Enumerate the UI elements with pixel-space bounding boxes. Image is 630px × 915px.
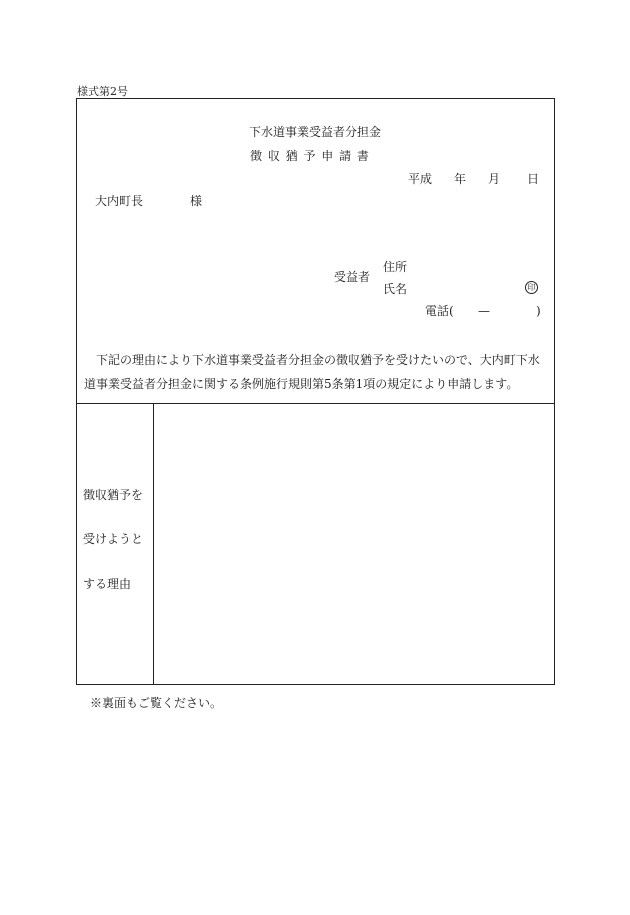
applicant-label: 受益者: [334, 270, 371, 284]
title-line-1: 下水道事業受益者分担金: [249, 125, 382, 139]
reason-label-line-1: 徴収猶予を: [83, 488, 144, 502]
footer-note: ※裏面もご覧ください。: [90, 696, 223, 710]
reason-label-line-2: 受けようと: [83, 532, 144, 546]
phone-dash: —: [478, 304, 490, 318]
form-number: 様式第2号: [77, 85, 128, 98]
reason-field[interactable]: [154, 404, 554, 684]
seal-mark-icon: 印: [525, 281, 538, 294]
phone-close: ): [536, 304, 541, 318]
date-month: 月: [488, 172, 501, 186]
addressee-honorific: 様: [190, 194, 203, 208]
application-statement: 下記の理由により下水道事業受益者分担金の徴収猶予を受けたいので、大内町下水道事業受益者分担金に関する条例施行規則第5条第1項の規定により申請します。: [84, 353, 540, 391]
address-label: 住所: [383, 260, 408, 274]
name-label: 氏名: [383, 282, 408, 296]
date-era: 平成: [408, 172, 433, 186]
date-day: 日: [527, 172, 540, 186]
phone-label: 電話(: [425, 304, 454, 318]
title-line-2: 徴 収 猶 予 申 請 書: [250, 149, 370, 163]
date-year: 年: [454, 172, 467, 186]
addressee-name: 大内町長: [95, 194, 144, 208]
reason-label-line-3: する理由: [83, 577, 132, 591]
